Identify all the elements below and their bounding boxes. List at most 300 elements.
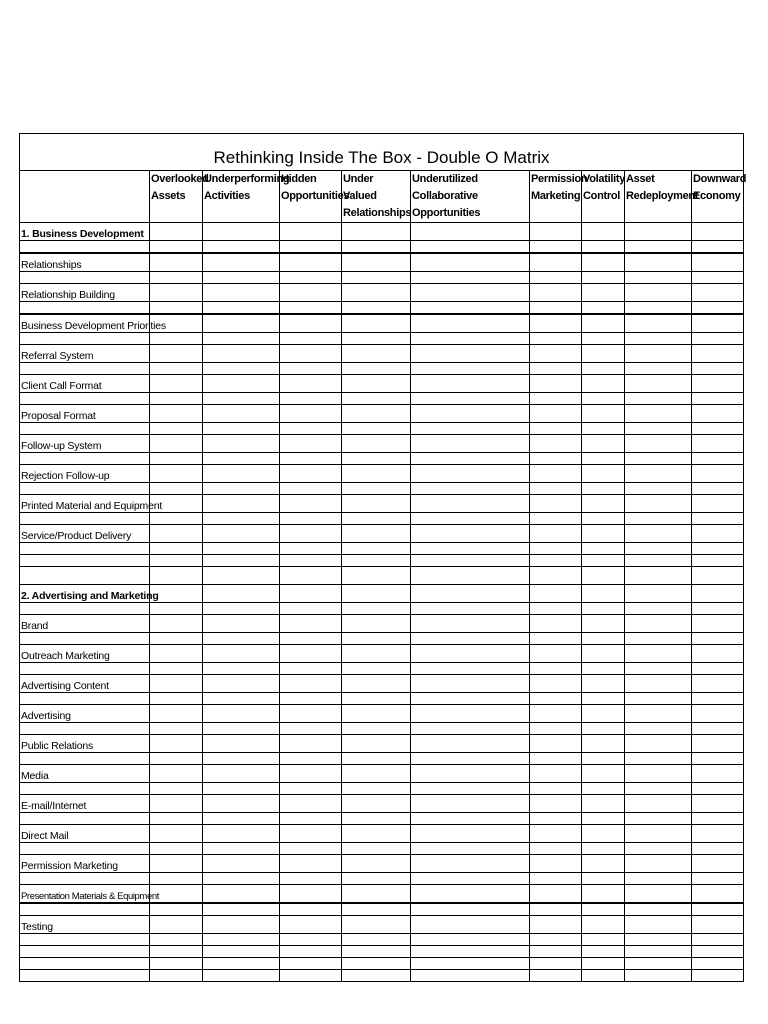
- spacer-row: [20, 843, 744, 855]
- spacer-row: [20, 241, 744, 254]
- matrix-cell: [625, 705, 692, 723]
- row-label: Proposal Format: [20, 405, 150, 423]
- table-row: [20, 916, 744, 934]
- row-label: Service/Product Delivery: [20, 525, 150, 543]
- matrix-cell: [203, 543, 280, 555]
- spacer-row: [20, 873, 744, 885]
- row-label: [20, 873, 150, 885]
- matrix-cell: [582, 783, 625, 795]
- matrix-cell: [582, 423, 625, 435]
- matrix-cell: [342, 855, 411, 873]
- matrix-cell: [582, 525, 625, 543]
- matrix-cell: [280, 873, 342, 885]
- matrix-cell: [203, 513, 280, 525]
- matrix-cell: [582, 934, 625, 946]
- spacer-row: [20, 783, 744, 795]
- matrix-cell: [150, 284, 203, 302]
- matrix-cell: [280, 885, 342, 904]
- matrix-cell: [342, 795, 411, 813]
- matrix-cell: [625, 735, 692, 753]
- column-header-line: Downward: [693, 173, 747, 185]
- matrix-cell: [582, 603, 625, 615]
- matrix-cell: [280, 735, 342, 753]
- matrix-cell: [625, 873, 692, 885]
- matrix-cell: [280, 843, 342, 855]
- matrix-cell: [530, 253, 582, 272]
- matrix-cell: [411, 633, 530, 645]
- matrix-cell: [411, 284, 530, 302]
- matrix-cell: [342, 333, 411, 345]
- matrix-cell: [280, 645, 342, 663]
- matrix-cell: [625, 885, 692, 904]
- matrix-cell: [530, 585, 582, 603]
- title-row: [20, 134, 744, 171]
- table-row: [20, 885, 744, 904]
- matrix-cell: [280, 363, 342, 375]
- row-label: [20, 843, 150, 855]
- matrix-cell: [530, 633, 582, 645]
- matrix-cell: [203, 705, 280, 723]
- spacer-row: [20, 603, 744, 615]
- matrix-cell: [530, 645, 582, 663]
- matrix-cell: [411, 603, 530, 615]
- matrix-cell: [582, 795, 625, 813]
- matrix-cell: [582, 405, 625, 423]
- row-label: [20, 393, 150, 405]
- matrix-cell: [530, 567, 582, 585]
- matrix-cell: [530, 753, 582, 765]
- matrix-cell: [530, 735, 582, 753]
- matrix-cell: [280, 783, 342, 795]
- spacer-row: [20, 453, 744, 465]
- column-header-line: Underperforming: [204, 173, 290, 185]
- matrix-cell: [530, 241, 582, 254]
- matrix-cell: [530, 693, 582, 705]
- matrix-cell: [692, 585, 744, 603]
- row-label: [20, 970, 150, 982]
- matrix-cell: [692, 525, 744, 543]
- spacer-row: [20, 363, 744, 375]
- row-label: [20, 543, 150, 555]
- matrix-cell: [530, 555, 582, 567]
- matrix-cell: [582, 302, 625, 315]
- matrix-cell: [692, 916, 744, 934]
- matrix-cell: [582, 705, 625, 723]
- matrix-cell: [411, 735, 530, 753]
- matrix-cell: [692, 302, 744, 315]
- matrix-cell: [342, 813, 411, 825]
- matrix-cell: [411, 363, 530, 375]
- matrix-cell: [150, 525, 203, 543]
- matrix-cell: [150, 543, 203, 555]
- matrix-cell: [692, 615, 744, 633]
- matrix-cell: [280, 375, 342, 393]
- matrix-cell: [582, 375, 625, 393]
- matrix-cell: [530, 765, 582, 783]
- matrix-cell: [203, 314, 280, 333]
- matrix-cell: [342, 423, 411, 435]
- matrix-cell: [582, 765, 625, 783]
- matrix-cell: [530, 314, 582, 333]
- matrix-cell: [582, 483, 625, 495]
- matrix-cell: [280, 405, 342, 423]
- matrix-cell: [625, 423, 692, 435]
- matrix-cell: [411, 333, 530, 345]
- matrix-cell: [625, 375, 692, 393]
- matrix-cell: [411, 765, 530, 783]
- matrix-cell: [625, 934, 692, 946]
- row-label: Advertising Content: [20, 675, 150, 693]
- matrix-cell: [280, 693, 342, 705]
- matrix-cell: [692, 375, 744, 393]
- matrix-cell: [342, 615, 411, 633]
- matrix-cell: [530, 543, 582, 555]
- matrix-cell: [203, 603, 280, 615]
- matrix-cell: [530, 946, 582, 958]
- matrix-cell: [411, 465, 530, 483]
- matrix-cell: [530, 873, 582, 885]
- matrix-cell: [530, 363, 582, 375]
- table-row: [20, 675, 744, 693]
- matrix-cell: [692, 465, 744, 483]
- matrix-cell: [203, 363, 280, 375]
- matrix-cell: [625, 543, 692, 555]
- matrix-cell: [530, 843, 582, 855]
- matrix-cell: [582, 855, 625, 873]
- spacer-row: [20, 302, 744, 315]
- matrix-cell: [411, 855, 530, 873]
- spacer-row: [20, 723, 744, 735]
- row-label: [20, 272, 150, 284]
- column-header-line: Redeployment: [626, 190, 699, 202]
- matrix-cell: [150, 253, 203, 272]
- matrix-cell: [530, 513, 582, 525]
- matrix-cell: [411, 525, 530, 543]
- matrix-cell: [625, 555, 692, 567]
- matrix-cell: [411, 825, 530, 843]
- spacer-row: [20, 663, 744, 675]
- spacer-row: [20, 970, 744, 982]
- matrix-cell: [530, 423, 582, 435]
- matrix-cell: [582, 555, 625, 567]
- column-header-line: Activities: [204, 190, 250, 202]
- matrix-cell: [582, 465, 625, 483]
- matrix-cell: [280, 903, 342, 916]
- matrix-cell: [150, 345, 203, 363]
- matrix-cell: [280, 302, 342, 315]
- matrix-cell: [692, 873, 744, 885]
- column-header-line: Opportunities: [281, 190, 350, 202]
- matrix-cell: [203, 567, 280, 585]
- matrix-cell: [692, 663, 744, 675]
- matrix-cell: [582, 253, 625, 272]
- spacer-row: [20, 555, 744, 567]
- matrix-cell: [280, 253, 342, 272]
- matrix-cell: [342, 585, 411, 603]
- matrix-cell: [342, 253, 411, 272]
- matrix-cell: [342, 765, 411, 783]
- row-label: Media: [20, 765, 150, 783]
- table-row: [20, 314, 744, 333]
- column-header-line: Permission: [531, 173, 588, 185]
- matrix-cell: [150, 603, 203, 615]
- matrix-cell: [625, 958, 692, 970]
- spacer-row: [20, 693, 744, 705]
- table-row: [20, 405, 744, 423]
- matrix-cell: [150, 375, 203, 393]
- row-label: Presentation Materials & Equipment: [20, 885, 150, 904]
- matrix-cell: [692, 393, 744, 405]
- matrix-cell: [150, 483, 203, 495]
- table-row: [20, 795, 744, 813]
- matrix-cell: [411, 813, 530, 825]
- matrix-cell: [582, 916, 625, 934]
- matrix-cell: [625, 675, 692, 693]
- column-header: [342, 171, 411, 223]
- row-label: [20, 567, 150, 585]
- row-label: [20, 946, 150, 958]
- matrix-cell: [280, 241, 342, 254]
- matrix-cell: [150, 241, 203, 254]
- matrix-cell: [582, 435, 625, 453]
- matrix-cell: [280, 314, 342, 333]
- matrix-cell: [342, 970, 411, 982]
- matrix-cell: [692, 765, 744, 783]
- spacer-row: [20, 423, 744, 435]
- matrix-cell: [692, 723, 744, 735]
- matrix-cell: [411, 723, 530, 735]
- matrix-cell: [530, 393, 582, 405]
- matrix-cell: [280, 543, 342, 555]
- matrix-cell: [150, 916, 203, 934]
- matrix-cell: [411, 753, 530, 765]
- matrix-cell: [582, 843, 625, 855]
- matrix-cell: [411, 405, 530, 423]
- matrix-cell: [280, 970, 342, 982]
- matrix-cell: [342, 723, 411, 735]
- matrix-cell: [530, 970, 582, 982]
- matrix-cell: [582, 495, 625, 513]
- matrix-cell: [692, 363, 744, 375]
- matrix-cell: [280, 345, 342, 363]
- matrix-cell: [150, 633, 203, 645]
- matrix-cell: [150, 783, 203, 795]
- matrix-cell: [280, 723, 342, 735]
- matrix-cell: [411, 946, 530, 958]
- matrix-cell: [342, 843, 411, 855]
- matrix-cell: [150, 813, 203, 825]
- matrix-cell: [625, 645, 692, 663]
- matrix-cell: [411, 423, 530, 435]
- matrix-cell: [625, 284, 692, 302]
- row-label: Business Development Priorities: [20, 314, 150, 333]
- matrix-cell: [625, 302, 692, 315]
- matrix-cell: [150, 675, 203, 693]
- table-row: [20, 525, 744, 543]
- matrix-cell: [280, 753, 342, 765]
- row-label: [20, 555, 150, 567]
- column-header-line: Economy: [693, 190, 741, 202]
- matrix-cell: [342, 513, 411, 525]
- matrix-cell: [582, 333, 625, 345]
- matrix-cell: [582, 753, 625, 765]
- matrix-cell: [530, 465, 582, 483]
- matrix-cell: [342, 272, 411, 284]
- matrix-cell: [692, 753, 744, 765]
- matrix-cell: [150, 946, 203, 958]
- spacer-row: [20, 393, 744, 405]
- matrix-cell: [582, 615, 625, 633]
- table-row: [20, 615, 744, 633]
- matrix-cell: [150, 663, 203, 675]
- row-label: [20, 423, 150, 435]
- row-label: Relationships: [20, 253, 150, 272]
- matrix-cell: [411, 645, 530, 663]
- row-label: [20, 363, 150, 375]
- matrix-cell: [342, 916, 411, 934]
- matrix-cell: [411, 345, 530, 363]
- matrix-cell: [625, 223, 692, 241]
- matrix-cell: [692, 284, 744, 302]
- column-header-line: Overlooked: [151, 173, 209, 185]
- matrix-cell: [280, 525, 342, 543]
- matrix-cell: [692, 843, 744, 855]
- matrix-cell: [411, 241, 530, 254]
- spacer-row: [20, 903, 744, 916]
- matrix-cell: [203, 885, 280, 904]
- matrix-cell: [342, 735, 411, 753]
- matrix-cell: [280, 633, 342, 645]
- matrix-cell: [625, 393, 692, 405]
- matrix-cell: [692, 903, 744, 916]
- matrix-cell: [582, 723, 625, 735]
- matrix-cell: [411, 615, 530, 633]
- matrix-cell: [530, 603, 582, 615]
- matrix-cell: [280, 585, 342, 603]
- section-row: [20, 223, 744, 241]
- matrix-cell: [203, 958, 280, 970]
- matrix-cell: [150, 405, 203, 423]
- matrix-cell: [203, 675, 280, 693]
- matrix-cell: [411, 885, 530, 904]
- matrix-cell: [342, 555, 411, 567]
- matrix-cell: [203, 813, 280, 825]
- matrix-cell: [692, 885, 744, 904]
- matrix-cell: [150, 934, 203, 946]
- matrix-cell: [203, 615, 280, 633]
- matrix-cell: [530, 284, 582, 302]
- column-header: [150, 171, 209, 223]
- matrix-cell: [411, 543, 530, 555]
- matrix-cell: [342, 314, 411, 333]
- row-label: [20, 663, 150, 675]
- matrix-cell: [411, 916, 530, 934]
- matrix-cell: [150, 970, 203, 982]
- matrix-cell: [625, 585, 692, 603]
- matrix-cell: [342, 903, 411, 916]
- matrix-cell: [625, 435, 692, 453]
- matrix-cell: [582, 885, 625, 904]
- matrix-cell: [280, 393, 342, 405]
- matrix-cell: [342, 873, 411, 885]
- matrix-cell: [411, 483, 530, 495]
- matrix-cell: [530, 483, 582, 495]
- matrix-cell: [582, 345, 625, 363]
- matrix-cell: [342, 345, 411, 363]
- matrix-cell: [203, 903, 280, 916]
- matrix-cell: [280, 946, 342, 958]
- matrix-cell: [625, 813, 692, 825]
- spacer-row: [20, 813, 744, 825]
- matrix-cell: [342, 645, 411, 663]
- matrix-cell: [280, 272, 342, 284]
- matrix-cell: [692, 783, 744, 795]
- matrix-cell: [582, 272, 625, 284]
- matrix-cell: [150, 765, 203, 783]
- column-header: [582, 171, 625, 223]
- matrix-cell: [582, 663, 625, 675]
- row-label: Relationship Building: [20, 284, 150, 302]
- row-label: [20, 903, 150, 916]
- matrix-cell: [625, 363, 692, 375]
- matrix-cell: [280, 765, 342, 783]
- matrix-cell: [692, 813, 744, 825]
- matrix-cell: [625, 253, 692, 272]
- matrix-cell: [530, 934, 582, 946]
- matrix-cell: [342, 567, 411, 585]
- matrix-cell: [625, 916, 692, 934]
- row-label: Public Relations: [20, 735, 150, 753]
- matrix-cell: [203, 405, 280, 423]
- column-header: [530, 171, 588, 223]
- matrix-cell: [411, 453, 530, 465]
- matrix-cell: [692, 405, 744, 423]
- matrix-cell: [203, 825, 280, 843]
- matrix-cell: [342, 363, 411, 375]
- matrix-cell: [203, 663, 280, 675]
- row-label: E-mail/Internet: [20, 795, 150, 813]
- column-header-row: [20, 171, 744, 223]
- matrix-cell: [411, 567, 530, 585]
- matrix-title: Rethinking Inside The Box - Double O Matrix: [20, 134, 744, 171]
- matrix-cell: [625, 567, 692, 585]
- matrix-cell: [582, 633, 625, 645]
- matrix-cell: [625, 405, 692, 423]
- matrix-body: [20, 223, 744, 982]
- matrix-cell: [692, 483, 744, 495]
- matrix-cell: [692, 495, 744, 513]
- matrix-cell: [150, 393, 203, 405]
- spacer-row: [20, 633, 744, 645]
- row-label: [20, 723, 150, 735]
- matrix-cell: [150, 903, 203, 916]
- matrix-cell: [411, 795, 530, 813]
- column-header-line: Assets: [151, 190, 186, 202]
- matrix-cell: [530, 375, 582, 393]
- spacer-row: [20, 513, 744, 525]
- matrix-cell: [625, 615, 692, 633]
- matrix-cell: [203, 253, 280, 272]
- column-header: [625, 171, 699, 223]
- matrix-cell: [582, 946, 625, 958]
- section-row: [20, 585, 744, 603]
- matrix-cell: [150, 795, 203, 813]
- matrix-cell: [342, 525, 411, 543]
- column-header: [411, 171, 530, 223]
- matrix-cell: [625, 314, 692, 333]
- matrix-cell: [625, 495, 692, 513]
- column-header-line: Hidden: [281, 173, 317, 185]
